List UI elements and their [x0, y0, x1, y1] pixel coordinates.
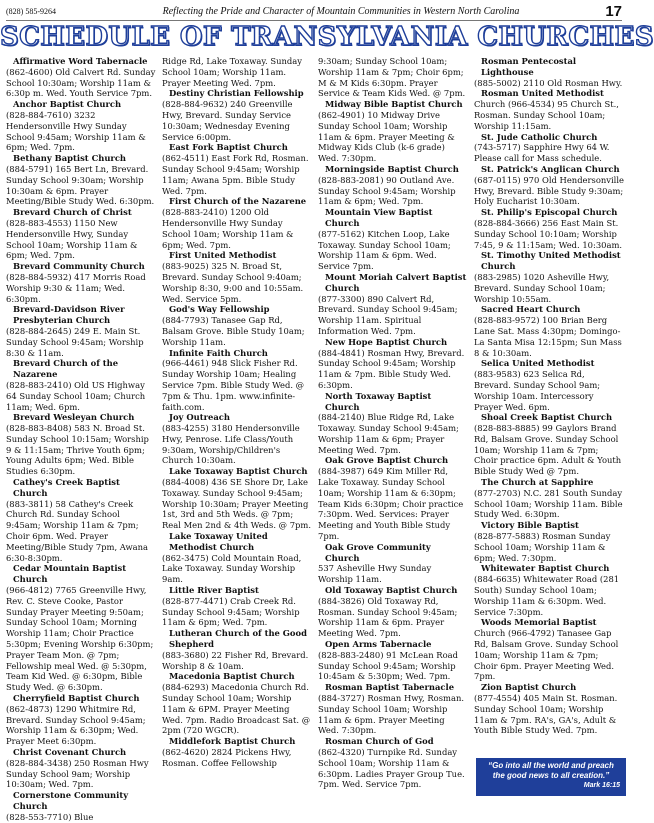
church-name: Open Arms Tabernacle [325, 639, 432, 650]
church-name: Macedonia Baptist Church [169, 671, 295, 682]
church-name: Morningside Baptist Church [325, 163, 459, 174]
column-1 [6, 56, 156, 822]
church-name: Brevard-Davidson River Presbyterian Church [13, 304, 125, 326]
church-details: (883-9025) 325 N. Broad St, Brevard. Sunday School 9:40am; Worship 8:30, 9:00 and 10:55am. Wed. Service 5pm. [162, 261, 304, 304]
church-name: Oak Grove Community Church [325, 541, 431, 563]
church-details: 9:30am; Sunday School 10am; Worship 11am & 7pm; Choir 6pm; M & M Kids 6:30pm. Prayer Service & Team Kids Wed. @ 7pm. [318, 56, 466, 99]
church-details: (828-883-8408) 583 N. Broad St. Sunday School 10:15am; Worship 9 & 11:15am; Thrive Youth 6pm; Young Adults 6pm; Wed. Bible Studies 6:30pm. [6, 423, 149, 477]
church-listing [474, 563, 624, 617]
church-details: (884-4008) 436 SE Shore Dr, Lake Toxaway. Sunday School 9:45am; Worship 10:30am; Prayer Meeting 1st, 3rd and 5th Weds. @ 7pm; Real Men 2nd & 4th Weds. @ 7pm. [162, 477, 311, 531]
church-listing [318, 682, 468, 736]
church-listing [162, 304, 312, 347]
church-details: (828-877-4471) Crab Creek Rd. Sunday School 9:45am; Worship 11am & 6pm; Wed. 7pm. [162, 595, 300, 628]
church-details: (877-5162) Kitchen Loop, Lake Toxaway. Sunday School 10am; Worship 11am & 6pm. Wed. Service 7pm. [318, 228, 451, 272]
church-listing [162, 88, 312, 142]
church-details: (862-3475) Cold Mountain Road, Lake Toxaway. Sunday Worship 9am. [162, 552, 302, 585]
church-details: (883-4255) 3180 Hendersonville Hwy, Penrose. Life Class/Youth 9:30am, Worship/Children's Church 10:30am. [162, 423, 300, 466]
church-details: (828-883-2480) 91 McLean Road Sunday School 9:45am; Worship 10:45am & 5:30pm; Wed. 7pm. [318, 649, 458, 682]
church-name: East Fork Baptist Church [169, 142, 288, 153]
church-details: (966-4812) 7765 Greenville Hwy, Rev. C. Steve Cooke, Pastor Sunday Prayer Meeting 9:50am; Sunday School 10am; Morning Worship 11am; Choir Practice 5:30pm; Evening Worship 6:30pm; Prayer Team Mon. @ 7pm; Fellowship meal Wed. @ 5:30pm, Team Kid Wed. @ 6:30pm, Bible Study Wed. @ 6:30pm. [6, 585, 154, 693]
church-name: First United Methodist [169, 250, 277, 261]
church-details: (828-884-3438) 250 Rosman Hwy Sunday School 9am; Worship 10:30am; Wed. 7pm. [6, 757, 149, 790]
church-listing [474, 250, 624, 304]
church-name: Cathey's Creek Baptist Church [13, 477, 120, 498]
church-details: (884-4841) Rosman Hwy, Brevard. Sunday School 9:45am; Worship 11am & 7pm. Bible Study Wed. 6:30pm. [318, 347, 465, 390]
church-listing [474, 412, 624, 477]
church-details: (828-883-8885) 99 Gaylors Brand Rd, Balsam Grove. Sunday School 10am; Worship 11am & 7pm; Choir practice 6pm. Adult & Youth Bible Study Wed @ 7pm. [474, 423, 622, 477]
church-name: Rosman Baptist Tabernacle [325, 682, 455, 693]
scripture-box [476, 758, 626, 796]
church-listing [6, 412, 156, 477]
church-details: (828-883-9572) 100 Brian Berg Lane Sat. Mass 4:30pm; Domingo-La Santa Misa 12:15pm; Sun Mass 8 & 10:30am. [474, 315, 622, 358]
church-name: Middlefork Baptist Church [169, 736, 296, 747]
church-listing [318, 639, 468, 682]
church-listing [6, 790, 156, 822]
church-name: Bethany Baptist Church [13, 153, 127, 164]
church-name: Cedar Mountain Baptist Church [13, 563, 127, 585]
church-name: Old Toxaway Baptist Church [325, 585, 458, 596]
church-listing [162, 56, 312, 88]
church-details: (877-3300) 890 Calvert Rd, Brevard. Sunday School 9:45am; Worship 11am. Spiritual Information Wed. 7pm. [318, 293, 458, 336]
church-listing [474, 132, 624, 164]
church-name: Lake Toxaway United Methodist Church [169, 531, 268, 552]
church-listing [6, 747, 156, 790]
church-listing [162, 628, 312, 671]
header-tagline: Reflecting the Pride and Character of Mountain Communities in Western North Carolina [162, 5, 520, 17]
church-name: Oak Grove Baptist Church [325, 455, 449, 466]
church-name: The Church at Sapphire [481, 477, 594, 488]
church-listing [162, 348, 312, 413]
church-details: (883-9583) 623 Selica Rd, Brevard. Sunday School 9am; Worship 10am. Intercessory Prayer Wed. 6pm. [474, 369, 601, 412]
church-listing [6, 261, 156, 304]
church-details: (862-4320) Turnpike Rd. Sunday School 10am; Worship 11am & 6:30pm. Ladies Prayer Group Tue. 7pm. Wed. Service 7pm. [318, 747, 465, 790]
church-details: (966-4461) 948 Slick Fisher Rd. Sunday Worship 10am; Healing Service 7pm. Bible Study Wed. @ 7pm & Thu. 1pm. www.infinite-faith.com. [162, 358, 305, 412]
church-name: Christ Covenant Church [13, 747, 127, 757]
church-listing [474, 88, 624, 131]
church-name: Victory Bible Baptist [481, 520, 579, 531]
page-title: SCHEDULE OF TRANSYLVANIA CHURCHES [0, 22, 654, 52]
church-listing [474, 477, 624, 520]
church-details: (828-883-4553) 1150 New Hendersonville Hwy, Sunday School 10am; Worship 11am & 6pm; Wed. 7pm. [6, 217, 138, 261]
church-details: (687-0115) 970 Old Hendersonville Hwy, Brevard. Bible Study 9:30am; Holy Eucharist 10:30am. [474, 174, 624, 207]
church-details: (828-884-2645) 249 E. Main St. Sunday School 9:45am; Worship 8:30 & 11am. [6, 325, 144, 358]
church-details: (828-884-5932) 417 Morris Road Worship 9:30 & 11am; Wed. 6:30pm. [6, 271, 146, 304]
header-phone: (828) 585-9264 [6, 6, 56, 16]
church-details: (862-4873) 1290 Whitmire Rd, Brevard. Sunday School 9:45am; Worship 11am & 6:30pm; Wed. Prayer Meet 6:30pm. [6, 703, 146, 747]
scripture-text: “Go into all the world and preach the good news to all creation.” [488, 761, 614, 780]
church-details: (828-883-2410) 1200 Old Hendersonville Hwy Sunday School 10am; Worship 11am & 6pm; Wed. 7pm. [162, 207, 294, 250]
church-details: (884-3727) Rosman Hwy, Rosman. Sunday School 10am; Worship 11am & 6pm. Prayer Meeting Wed. 7:30pm. [318, 693, 465, 736]
church-details: (828-884-3666) 256 East Main St. Sunday School 10:10am; Worship 7:45, 9 & 11:15am; Wed. 10:30am. [474, 217, 623, 250]
church-listing [474, 304, 624, 358]
church-listing [318, 99, 468, 164]
church-listing [162, 531, 312, 585]
church-name: Destiny Christian Fellowship [169, 88, 304, 99]
church-details: (884-3987) 649 Kim Miller Rd, Lake Toxaway. Sunday School 10am; Worship 11am & 6:30pm; Team Kids 6:30pm; Choir practice 7:30pm. Wed. Services: Prayer Meeting and Youth Bible Study 7pm. [318, 466, 464, 542]
church-name: North Toxaway Baptist Church [325, 390, 432, 412]
church-details: (877-4554) 405 Main St. Rosman. Sunday School 10am; Worship 11am & 7pm. RA's, GA's, Adult & Youth Bible Study Wed. 7pm. [474, 693, 618, 736]
church-listing [318, 272, 468, 337]
church-name: Brevard Church of Christ [13, 207, 132, 218]
church-name: Rosman Church of God [325, 736, 434, 747]
scripture-reference: Mark 16:15 [583, 782, 620, 789]
church-details: Ridge Rd, Lake Toxaway. Sunday School 10am; Worship 11am. Prayer Meeting Wed. 7pm. [162, 56, 302, 88]
church-name: Whitewater Baptist Church [481, 563, 610, 574]
church-details: (828-884-7610) 3232 Hendersonville Hwy Sunday School 9:45am; Worship 11am & 6pm; Wed. 7pm. [6, 109, 146, 153]
church-listing [162, 466, 312, 531]
church-listing [162, 142, 312, 196]
church-listing [162, 736, 312, 768]
church-listing [6, 153, 156, 207]
church-listing [318, 56, 468, 99]
church-details: (884-6293) Macedonia Church Rd. Sunday School 10am; Worship 11am & 6PM. Prayer Meeting Wed. 7pm. Radio Broadcast Sat. @ 2pm (720 WGCR). [162, 682, 311, 736]
church-listing [318, 585, 468, 639]
church-name: Woods Memorial Baptist [481, 617, 597, 628]
church-details: (743-5717) Sapphire Hwy 64 W. Please call for Mass schedule. [474, 142, 610, 164]
church-name: St. Patrick's Anglican Church [481, 163, 620, 174]
church-listing [474, 164, 624, 207]
column-4 [474, 56, 624, 794]
church-name: Cherryfield Baptist Church [13, 693, 140, 704]
church-name: St. Philip's Episcopal Church [481, 207, 618, 218]
church-name: St. Jude Catholic Church [481, 131, 598, 142]
page-number: 17 [605, 2, 622, 20]
church-details: (883-2985) 1020 Asheville Hwy, Brevard. Sunday School 10am; Worship 10:55am. [474, 271, 610, 304]
church-name: Selica United Methodist [481, 358, 595, 369]
church-listing [474, 207, 624, 250]
church-details: (828-883-2410) Old US Highway 64 Sunday School 10am; Church 11am; Wed. 6pm. [6, 379, 146, 412]
church-listing [318, 164, 468, 207]
church-listing [162, 585, 312, 628]
church-details: (828-883-2081) 90 Outland Ave. Sunday School 9:45am; Worship 11am & 6pm; Wed. 7pm. [318, 174, 456, 207]
church-name: Shoal Creek Baptist Church [481, 412, 613, 423]
church-name: Lake Toxaway Baptist Church [169, 466, 308, 477]
church-name: Infinite Faith Church [169, 347, 268, 358]
church-details: (883-3811) 58 Cathey's Creek Church Rd. Sunday School 9:45am; Worship 11am & 7pm; Choir 6pm. Wed. Prayer Meeting/Bible Study 7pm, Awana 6:30-8:30pm. [6, 498, 149, 563]
church-details: (884-7793) Tanasee Gap Rd, Balsam Grove. Bible Study 10am; Worship 11am. [162, 315, 305, 347]
church-listing [474, 56, 624, 88]
church-name: Zion Baptist Church [481, 682, 577, 693]
church-details: (862-4511) East Fork Rd, Rosman. Sunday School 9:45am; Worship 11am; Awana 5pm. Bible Study Wed. 7pm. [162, 153, 309, 196]
church-name: St. Timothy United Methodist Church [481, 250, 621, 272]
church-columns [6, 56, 624, 822]
church-name: Sacred Heart Church [481, 304, 581, 315]
church-listing [474, 520, 624, 563]
church-name: Brevard Church of the Nazarene [13, 358, 119, 380]
church-details: 537 Asheville Hwy Sunday Worship 11am. [318, 563, 432, 585]
church-name: Mountain View Baptist Church [325, 207, 433, 228]
church-details: (884-2140) Blue Ridge Rd, Lake Toxaway. Sunday School 9:45am; Worship 11am & 6pm; Prayer Meeting Wed. 7pm. [318, 412, 459, 455]
church-name: Rosman United Methodist [481, 88, 604, 99]
church-details: (885-5002) 2110 Old Rosman Hwy. [474, 77, 623, 88]
church-listing [474, 358, 624, 412]
church-listing [6, 207, 156, 261]
church-name: Affirmative Word Tabernacle [13, 56, 148, 66]
church-details: Church (966-4534) 95 Church St., Rosman. Sunday School 10am; Worship 11:15am. [474, 99, 619, 131]
church-details: (884-5791) 165 Bert Ln, Brevard. Sunday School 9:30am; Worship 10:30am & 6pm. Prayer Meeting/Bible Study Wed. 6:30pm. [6, 163, 155, 207]
church-listing [318, 337, 468, 391]
church-listing [318, 736, 468, 790]
church-listing [162, 671, 312, 736]
church-name: God's Way Fellowship [169, 304, 270, 315]
church-details: (828-877-5883) Rosman Sunday School 10am; Worship 11am & 6pm; Wed. 7:30pm. [474, 531, 611, 563]
column-2 [162, 56, 312, 794]
church-details: (862-4600) Old Calvert Rd. Sunday School 10:30am; Worship 11am & 6:30p m. Wed. Youth Service 7pm. [6, 66, 156, 99]
church-listing [318, 455, 468, 541]
church-name: Rosman Pentecostal Lighthouse [481, 56, 577, 77]
page-header [6, 2, 622, 21]
church-listing [6, 358, 156, 412]
church-name: Anchor Baptist Church [13, 99, 122, 110]
church-details: (828-884-9632) 240 Greenville Hwy, Brevard. Sunday Service 10:30am; Wednesday Evening Service 6:00pm. [162, 99, 293, 142]
church-listing [6, 56, 156, 99]
church-listing [6, 563, 156, 693]
church-name: Mount Moriah Calvert Baptist Church [325, 271, 467, 293]
church-details: (883-3680) 22 Fisher Rd, Brevard. Worship 8 & 10am. [162, 649, 309, 671]
church-details: Church (966-4792) Tanasee Gap Rd, Balsam Grove. Sunday School 10am; Worship 11am & 7pm; Choir 6pm. Prayer Meeting Wed. 7pm. [474, 628, 619, 682]
church-listing [474, 617, 624, 682]
church-details: (862-4901) 10 Midway Drive Sunday School 10am; Worship 11am & 6pm. Prayer Meeting & Midway Kids Club (k-6 grade) Wed. 7:30pm. [318, 109, 455, 164]
church-name: Little River Baptist [169, 585, 259, 596]
church-name: Brevard Wesleyan Church [13, 412, 135, 423]
column-3 [318, 56, 468, 794]
church-details: (828-553-7710) Blue [6, 811, 94, 822]
church-details: (884-6635) Whitewater Road (281 South) Sunday School 10am; Worship 11am & 6:30pm. Wed. Service 7:30pm. [474, 574, 620, 617]
church-listing [6, 304, 156, 358]
church-name: First Church of the Nazarene [169, 196, 307, 207]
church-details: (862-4620) 2824 Pickens Hwy, Rosman. Coffee Fellowship [162, 747, 292, 768]
church-name: Joy Outreach [169, 412, 230, 423]
church-listing [6, 99, 156, 153]
church-listing [318, 542, 468, 585]
church-name: Midway Bible Baptist Church [325, 99, 463, 110]
church-listing [474, 682, 624, 736]
church-listing [162, 412, 312, 466]
church-listing [162, 250, 312, 304]
church-listing [318, 207, 468, 272]
church-listing [162, 196, 312, 250]
church-listing [6, 693, 156, 747]
church-listing [6, 477, 156, 563]
church-listing [318, 391, 468, 456]
church-name: Cornerstone Community Church [13, 790, 129, 811]
church-name: Lutheran Church of the Good Shepherd [169, 628, 307, 650]
church-name: Brevard Community Church [13, 261, 145, 272]
church-details: (884-3826) Old Toxaway Rd, Rosman. Sunday School 9:45am; Worship 11am & 6pm. Prayer Meeting Wed. 7pm. [318, 595, 458, 639]
church-name: New Hope Baptist Church [325, 336, 448, 347]
church-details: (877-2703) N.C. 281 South Sunday School 10am; Worship 11am. Bible Study Wed. 6:30pm. [474, 487, 623, 520]
